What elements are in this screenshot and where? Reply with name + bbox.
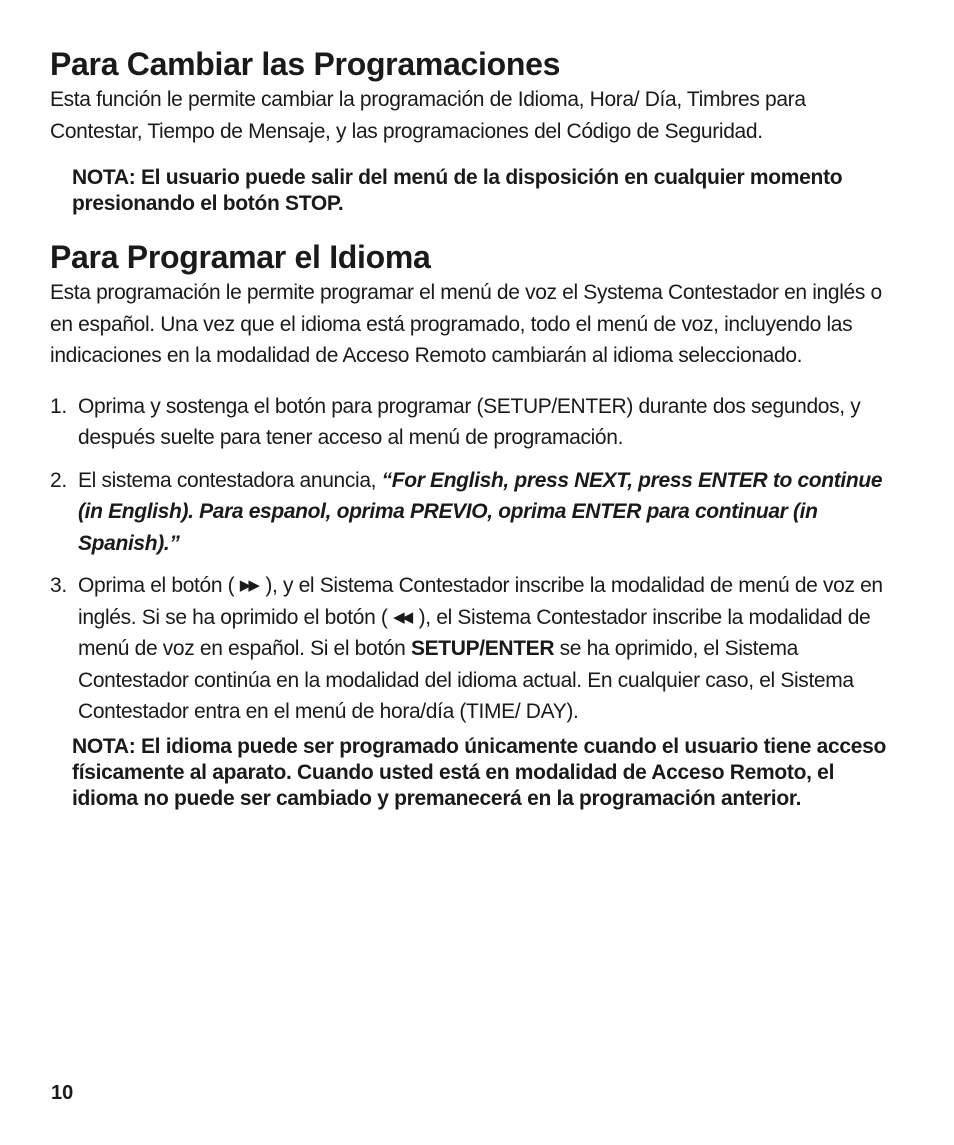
step-text: Oprima el botón ( <box>78 574 240 597</box>
step-text: Oprima y sostenga el botón para programar (SETUP/ENTER) durante dos segundos, y después suelte para tener acceso al menú de programación. <box>78 394 861 449</box>
section-title-cambiar: Para Cambiar las Programaciones <box>50 46 561 82</box>
page-number: 10 <box>51 1082 74 1104</box>
step-text: El sistema contestadora anuncia, <box>78 468 382 492</box>
list-item <box>50 391 900 454</box>
step-text: ), y el Sistema Contestador inscribe la modalidad de menú de voz en inglés. Si se ha oprimido el botón ( <box>78 574 883 629</box>
step-number: 3. <box>50 574 67 597</box>
fast-forward-icon: ▶▶ <box>239 577 257 594</box>
note-stop: NOTA: El usuario puede salir del menú de la disposición en cualquier momento presionando el botón STOP. <box>72 166 843 215</box>
announcement-quote: “For English, press NEXT, press ENTER to continue (in English). Para espanol, oprima PREVIO, oprima ENTER para continuar (in Spanish).” <box>78 468 883 555</box>
section-title-idioma: Para Programar el Idioma <box>50 239 431 275</box>
step-number: 1. <box>50 394 67 418</box>
step-text: se ha oprimido, el Sistema Contestador continúa en la modalidad del idioma actual. En cualquier caso, el Sistema Contestador entra en el menú de hora/día (TIME/ DAY). <box>78 637 854 723</box>
steps-list <box>50 391 900 728</box>
section-body-idioma: Esta programación le permite programar el menú de voz el Systema Contestador en inglés o en español. Una vez que el idioma está programado, todo el menú de voz, incluyendo las indicaciones en la modalidad de Acceso Remoto cambiarán al idioma seleccionado. <box>50 281 882 367</box>
list-item <box>50 570 900 728</box>
note-idioma: NOTA: El idioma puede ser programado únicamente cuando el usuario tiene acceso físicamente al aparato. Cuando usted está en modalidad de Acceso Remoto, el idioma no puede ser cambiado y premanecerá en la programación anterior. <box>72 734 887 810</box>
setup-enter-label: SETUP/ENTER <box>410 637 555 660</box>
rewind-icon: ◀◀ <box>393 608 411 626</box>
section-body-cambiar: Esta función le permite cambiar la programación de Idioma, Hora/ Día, Timbres para Contestar, Tiempo de Mensaje, y las programaciones del Código de Seguridad. <box>50 88 806 143</box>
list-item <box>50 465 900 560</box>
document-page <box>50 44 900 812</box>
step-number: 2. <box>50 468 67 492</box>
step-text: ), el Sistema Contestador inscribe la modalidad de menú de voz en español. Si el botón <box>78 605 871 660</box>
